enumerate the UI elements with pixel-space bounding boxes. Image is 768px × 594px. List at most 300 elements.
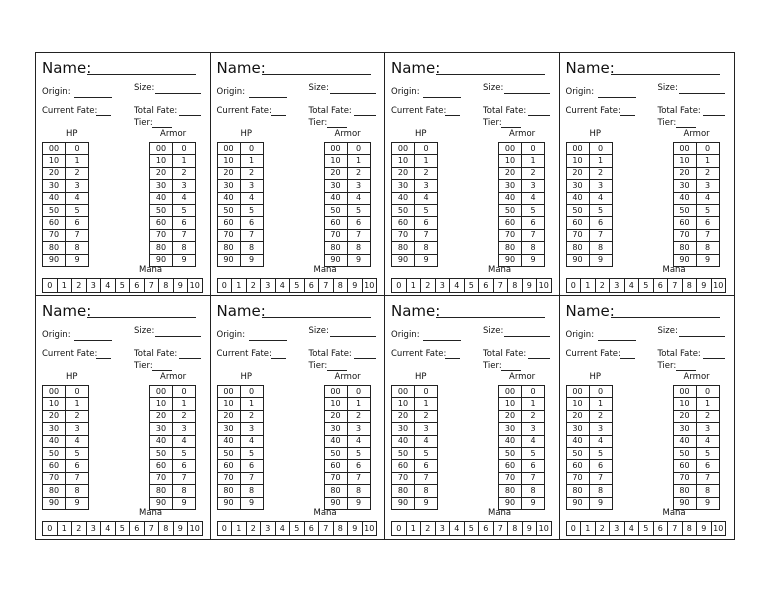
armor-value[interactable]: 70	[150, 472, 173, 484]
mana-cell[interactable]: 2	[421, 279, 436, 293]
hp-value[interactable]: 90	[217, 254, 240, 266]
mana-cell[interactable]: 10	[362, 279, 377, 293]
hp-level[interactable]: 5	[415, 447, 438, 459]
hp-value[interactable]: 00	[566, 143, 589, 155]
hp-value[interactable]: 30	[392, 180, 415, 192]
origin-field[interactable]	[74, 97, 112, 98]
mana-cell[interactable]: 4	[101, 522, 116, 536]
mana-cell[interactable]: 7	[144, 522, 159, 536]
armor-value[interactable]: 10	[499, 155, 522, 167]
hp-value[interactable]: 50	[43, 204, 66, 216]
armor-level[interactable]: 0	[522, 143, 545, 155]
armor-value[interactable]: 30	[150, 423, 173, 435]
origin-field[interactable]	[598, 340, 636, 341]
tier-field[interactable]	[676, 127, 696, 128]
hp-value[interactable]: 10	[43, 398, 66, 410]
mana-cell[interactable]: 1	[57, 522, 72, 536]
armor-value[interactable]: 80	[324, 242, 347, 254]
armor-value[interactable]: 90	[499, 254, 522, 266]
armor-level[interactable]: 8	[696, 485, 719, 497]
hp-value[interactable]: 90	[392, 497, 415, 509]
hp-value[interactable]: 40	[217, 435, 240, 447]
hp-value[interactable]: 10	[392, 398, 415, 410]
armor-value[interactable]: 20	[673, 410, 696, 422]
mana-cell[interactable]: 5	[639, 522, 654, 536]
armor-level[interactable]: 0	[173, 386, 196, 398]
hp-level[interactable]: 6	[66, 460, 89, 472]
armor-level[interactable]: 0	[347, 143, 370, 155]
armor-level[interactable]: 5	[173, 204, 196, 216]
hp-level[interactable]: 3	[240, 423, 263, 435]
hp-level[interactable]: 9	[240, 254, 263, 266]
origin-field[interactable]	[423, 340, 461, 341]
armor-value[interactable]: 80	[673, 242, 696, 254]
hp-value[interactable]: 80	[392, 485, 415, 497]
mana-cell[interactable]: 8	[508, 279, 523, 293]
armor-value[interactable]: 50	[324, 447, 347, 459]
armor-value[interactable]: 10	[150, 155, 173, 167]
hp-level[interactable]: 9	[589, 497, 612, 509]
armor-value[interactable]: 40	[324, 435, 347, 447]
origin-field[interactable]	[249, 340, 287, 341]
mana-cell[interactable]: 9	[348, 522, 363, 536]
hp-level[interactable]: 5	[240, 204, 263, 216]
mana-cell[interactable]: 1	[406, 279, 421, 293]
name-field[interactable]	[436, 317, 545, 318]
armor-level[interactable]: 9	[696, 254, 719, 266]
armor-level[interactable]: 9	[173, 254, 196, 266]
armor-level[interactable]: 3	[696, 180, 719, 192]
hp-level[interactable]: 9	[415, 497, 438, 509]
hp-value[interactable]: 00	[566, 386, 589, 398]
name-field[interactable]	[87, 317, 196, 318]
armor-level[interactable]: 1	[522, 398, 545, 410]
armor-level[interactable]: 3	[173, 180, 196, 192]
hp-level[interactable]: 7	[240, 472, 263, 484]
mana-cell[interactable]: 9	[522, 279, 537, 293]
mana-cell[interactable]: 8	[159, 279, 174, 293]
armor-value[interactable]: 00	[673, 143, 696, 155]
armor-level[interactable]: 1	[696, 155, 719, 167]
mana-cell[interactable]: 1	[232, 522, 247, 536]
armor-value[interactable]: 00	[499, 386, 522, 398]
hp-level[interactable]: 3	[589, 180, 612, 192]
hp-level[interactable]: 4	[589, 192, 612, 204]
armor-value[interactable]: 20	[324, 410, 347, 422]
armor-level[interactable]: 7	[347, 472, 370, 484]
hp-level[interactable]: 6	[415, 217, 438, 229]
armor-level[interactable]: 3	[347, 423, 370, 435]
armor-level[interactable]: 4	[522, 435, 545, 447]
hp-value[interactable]: 30	[217, 180, 240, 192]
hp-value[interactable]: 50	[217, 204, 240, 216]
armor-level[interactable]: 6	[347, 460, 370, 472]
tier-field[interactable]	[676, 370, 696, 371]
armor-level[interactable]: 4	[696, 192, 719, 204]
hp-level[interactable]: 6	[240, 217, 263, 229]
armor-level[interactable]: 8	[696, 242, 719, 254]
hp-value[interactable]: 30	[392, 423, 415, 435]
hp-value[interactable]: 50	[566, 204, 589, 216]
mana-cell[interactable]: 9	[697, 279, 712, 293]
armor-value[interactable]: 10	[324, 398, 347, 410]
mana-cell[interactable]: 9	[348, 279, 363, 293]
armor-level[interactable]: 7	[696, 472, 719, 484]
armor-value[interactable]: 80	[499, 485, 522, 497]
armor-level[interactable]: 2	[522, 410, 545, 422]
armor-level[interactable]: 7	[173, 472, 196, 484]
total-fate-field[interactable]	[354, 358, 376, 359]
mana-cell[interactable]: 10	[537, 522, 552, 536]
armor-level[interactable]: 1	[173, 398, 196, 410]
mana-cell[interactable]: 0	[43, 279, 58, 293]
armor-level[interactable]: 7	[522, 472, 545, 484]
armor-level[interactable]: 3	[522, 423, 545, 435]
armor-value[interactable]: 90	[150, 497, 173, 509]
armor-value[interactable]: 00	[673, 386, 696, 398]
hp-level[interactable]: 8	[240, 485, 263, 497]
armor-value[interactable]: 80	[499, 242, 522, 254]
hp-value[interactable]: 60	[566, 460, 589, 472]
armor-value[interactable]: 90	[324, 497, 347, 509]
hp-value[interactable]: 70	[566, 229, 589, 241]
hp-level[interactable]: 1	[66, 155, 89, 167]
armor-level[interactable]: 7	[173, 229, 196, 241]
hp-level[interactable]: 8	[66, 485, 89, 497]
armor-value[interactable]: 20	[150, 167, 173, 179]
armor-value[interactable]: 10	[673, 398, 696, 410]
armor-level[interactable]: 4	[347, 435, 370, 447]
armor-value[interactable]: 90	[673, 497, 696, 509]
hp-level[interactable]: 1	[415, 155, 438, 167]
armor-value[interactable]: 60	[150, 460, 173, 472]
armor-level[interactable]: 0	[696, 143, 719, 155]
origin-field[interactable]	[423, 97, 461, 98]
mana-cell[interactable]: 4	[624, 522, 639, 536]
hp-level[interactable]: 2	[66, 410, 89, 422]
armor-value[interactable]: 50	[673, 204, 696, 216]
mana-cell[interactable]: 9	[522, 522, 537, 536]
armor-level[interactable]: 4	[522, 192, 545, 204]
hp-value[interactable]: 00	[217, 143, 240, 155]
armor-level[interactable]: 7	[347, 229, 370, 241]
hp-value[interactable]: 90	[43, 254, 66, 266]
hp-level[interactable]: 8	[415, 485, 438, 497]
hp-level[interactable]: 5	[240, 447, 263, 459]
hp-level[interactable]: 5	[415, 204, 438, 216]
armor-value[interactable]: 80	[324, 485, 347, 497]
armor-value[interactable]: 00	[324, 386, 347, 398]
armor-level[interactable]: 5	[696, 447, 719, 459]
hp-value[interactable]: 90	[43, 497, 66, 509]
armor-value[interactable]: 60	[324, 217, 347, 229]
current-fate-field[interactable]	[445, 115, 460, 116]
hp-value[interactable]: 10	[566, 155, 589, 167]
mana-cell[interactable]: 8	[682, 279, 697, 293]
mana-cell[interactable]: 2	[246, 279, 261, 293]
mana-cell[interactable]: 6	[479, 522, 494, 536]
armor-value[interactable]: 50	[673, 447, 696, 459]
hp-value[interactable]: 50	[217, 447, 240, 459]
mana-cell[interactable]: 3	[610, 279, 625, 293]
armor-level[interactable]: 9	[347, 497, 370, 509]
armor-value[interactable]: 70	[673, 472, 696, 484]
armor-value[interactable]: 10	[499, 398, 522, 410]
armor-value[interactable]: 70	[499, 229, 522, 241]
mana-cell[interactable]: 5	[464, 279, 479, 293]
size-field[interactable]	[504, 93, 550, 94]
hp-level[interactable]: 5	[66, 204, 89, 216]
mana-cell[interactable]: 2	[595, 279, 610, 293]
armor-level[interactable]: 9	[173, 497, 196, 509]
hp-value[interactable]: 80	[43, 485, 66, 497]
mana-cell[interactable]: 1	[581, 279, 596, 293]
armor-level[interactable]: 1	[347, 155, 370, 167]
hp-level[interactable]: 1	[240, 155, 263, 167]
name-field[interactable]	[611, 317, 720, 318]
armor-level[interactable]: 1	[696, 398, 719, 410]
mana-cell[interactable]: 4	[101, 279, 116, 293]
armor-level[interactable]: 0	[347, 386, 370, 398]
hp-level[interactable]: 0	[415, 143, 438, 155]
mana-cell[interactable]: 2	[72, 279, 87, 293]
armor-value[interactable]: 70	[673, 229, 696, 241]
hp-value[interactable]: 00	[392, 386, 415, 398]
mana-cell[interactable]: 8	[159, 522, 174, 536]
total-fate-field[interactable]	[703, 358, 725, 359]
armor-level[interactable]: 3	[347, 180, 370, 192]
total-fate-field[interactable]	[354, 115, 376, 116]
hp-value[interactable]: 90	[566, 254, 589, 266]
tier-field[interactable]	[501, 127, 521, 128]
mana-cell[interactable]: 3	[435, 279, 450, 293]
mana-cell[interactable]: 7	[319, 279, 334, 293]
tier-field[interactable]	[501, 370, 521, 371]
armor-value[interactable]: 60	[324, 460, 347, 472]
mana-cell[interactable]: 5	[290, 522, 305, 536]
hp-level[interactable]: 4	[415, 435, 438, 447]
armor-value[interactable]: 70	[324, 472, 347, 484]
armor-value[interactable]: 10	[150, 398, 173, 410]
mana-cell[interactable]: 6	[304, 279, 319, 293]
armor-level[interactable]: 4	[347, 192, 370, 204]
hp-level[interactable]: 1	[240, 398, 263, 410]
mana-cell[interactable]: 8	[333, 522, 348, 536]
armor-level[interactable]: 0	[522, 386, 545, 398]
hp-value[interactable]: 70	[43, 472, 66, 484]
hp-level[interactable]: 0	[589, 143, 612, 155]
tier-field[interactable]	[152, 127, 172, 128]
armor-level[interactable]: 1	[522, 155, 545, 167]
hp-value[interactable]: 00	[43, 143, 66, 155]
mana-cell[interactable]: 2	[595, 522, 610, 536]
hp-level[interactable]: 6	[240, 460, 263, 472]
hp-value[interactable]: 80	[566, 242, 589, 254]
hp-value[interactable]: 30	[217, 423, 240, 435]
name-field[interactable]	[611, 74, 720, 75]
hp-value[interactable]: 40	[43, 435, 66, 447]
hp-value[interactable]: 90	[392, 254, 415, 266]
hp-level[interactable]: 3	[589, 423, 612, 435]
armor-level[interactable]: 4	[173, 435, 196, 447]
current-fate-field[interactable]	[271, 115, 286, 116]
hp-value[interactable]: 20	[43, 410, 66, 422]
armor-level[interactable]: 8	[347, 485, 370, 497]
mana-cell[interactable]: 0	[566, 279, 581, 293]
hp-level[interactable]: 3	[415, 423, 438, 435]
size-field[interactable]	[679, 336, 725, 337]
mana-cell[interactable]: 0	[566, 522, 581, 536]
mana-cell[interactable]: 10	[188, 522, 203, 536]
armor-value[interactable]: 40	[324, 192, 347, 204]
hp-level[interactable]: 3	[66, 180, 89, 192]
armor-level[interactable]: 2	[696, 167, 719, 179]
current-fate-field[interactable]	[96, 358, 111, 359]
size-field[interactable]	[155, 93, 201, 94]
mana-cell[interactable]: 3	[261, 279, 276, 293]
hp-level[interactable]: 7	[240, 229, 263, 241]
mana-cell[interactable]: 3	[86, 279, 101, 293]
armor-level[interactable]: 2	[173, 410, 196, 422]
armor-level[interactable]: 6	[696, 460, 719, 472]
hp-level[interactable]: 6	[589, 460, 612, 472]
hp-level[interactable]: 9	[66, 254, 89, 266]
armor-value[interactable]: 80	[150, 485, 173, 497]
hp-level[interactable]: 4	[66, 192, 89, 204]
armor-value[interactable]: 50	[150, 204, 173, 216]
armor-value[interactable]: 50	[324, 204, 347, 216]
hp-value[interactable]: 70	[217, 472, 240, 484]
hp-value[interactable]: 30	[43, 423, 66, 435]
hp-level[interactable]: 3	[415, 180, 438, 192]
hp-value[interactable]: 10	[217, 398, 240, 410]
hp-value[interactable]: 00	[43, 386, 66, 398]
armor-level[interactable]: 4	[696, 435, 719, 447]
hp-level[interactable]: 2	[240, 410, 263, 422]
hp-level[interactable]: 2	[415, 167, 438, 179]
armor-level[interactable]: 9	[522, 497, 545, 509]
hp-level[interactable]: 0	[589, 386, 612, 398]
mana-cell[interactable]: 0	[217, 279, 232, 293]
hp-level[interactable]: 1	[415, 398, 438, 410]
armor-level[interactable]: 8	[173, 242, 196, 254]
armor-level[interactable]: 2	[696, 410, 719, 422]
armor-level[interactable]: 7	[696, 229, 719, 241]
armor-value[interactable]: 70	[324, 229, 347, 241]
mana-cell[interactable]: 6	[479, 279, 494, 293]
hp-value[interactable]: 80	[392, 242, 415, 254]
mana-cell[interactable]: 4	[624, 279, 639, 293]
armor-level[interactable]: 2	[173, 167, 196, 179]
current-fate-field[interactable]	[445, 358, 460, 359]
armor-value[interactable]: 30	[673, 423, 696, 435]
armor-value[interactable]: 40	[499, 192, 522, 204]
hp-level[interactable]: 6	[415, 460, 438, 472]
hp-level[interactable]: 2	[589, 167, 612, 179]
hp-level[interactable]: 8	[589, 242, 612, 254]
hp-value[interactable]: 20	[392, 167, 415, 179]
hp-value[interactable]: 50	[43, 447, 66, 459]
armor-level[interactable]: 6	[173, 217, 196, 229]
mana-cell[interactable]: 7	[493, 522, 508, 536]
armor-level[interactable]: 8	[347, 242, 370, 254]
mana-cell[interactable]: 10	[711, 522, 726, 536]
armor-value[interactable]: 30	[150, 180, 173, 192]
hp-level[interactable]: 3	[240, 180, 263, 192]
hp-level[interactable]: 8	[66, 242, 89, 254]
armor-value[interactable]: 00	[499, 143, 522, 155]
hp-value[interactable]: 60	[217, 217, 240, 229]
mana-cell[interactable]: 6	[653, 279, 668, 293]
hp-value[interactable]: 60	[43, 460, 66, 472]
armor-value[interactable]: 90	[324, 254, 347, 266]
name-field[interactable]	[87, 74, 196, 75]
armor-value[interactable]: 40	[673, 435, 696, 447]
hp-level[interactable]: 8	[589, 485, 612, 497]
hp-value[interactable]: 10	[392, 155, 415, 167]
mana-cell[interactable]: 0	[392, 522, 407, 536]
hp-value[interactable]: 60	[43, 217, 66, 229]
mana-cell[interactable]: 8	[508, 522, 523, 536]
mana-cell[interactable]: 6	[304, 522, 319, 536]
mana-cell[interactable]: 7	[668, 522, 683, 536]
hp-value[interactable]: 60	[392, 460, 415, 472]
size-field[interactable]	[155, 336, 201, 337]
hp-level[interactable]: 2	[589, 410, 612, 422]
hp-value[interactable]: 40	[566, 192, 589, 204]
armor-level[interactable]: 2	[522, 167, 545, 179]
hp-value[interactable]: 80	[43, 242, 66, 254]
mana-cell[interactable]: 5	[115, 522, 130, 536]
mana-cell[interactable]: 5	[115, 279, 130, 293]
armor-level[interactable]: 4	[173, 192, 196, 204]
size-field[interactable]	[330, 336, 376, 337]
hp-value[interactable]: 80	[217, 242, 240, 254]
armor-level[interactable]: 6	[347, 217, 370, 229]
mana-cell[interactable]: 4	[450, 522, 465, 536]
total-fate-field[interactable]	[179, 358, 201, 359]
hp-level[interactable]: 0	[240, 143, 263, 155]
mana-cell[interactable]: 0	[43, 522, 58, 536]
armor-level[interactable]: 3	[522, 180, 545, 192]
armor-value[interactable]: 40	[499, 435, 522, 447]
hp-value[interactable]: 60	[392, 217, 415, 229]
hp-level[interactable]: 4	[240, 435, 263, 447]
hp-level[interactable]: 0	[415, 386, 438, 398]
armor-value[interactable]: 20	[499, 167, 522, 179]
mana-cell[interactable]: 7	[668, 279, 683, 293]
mana-cell[interactable]: 8	[682, 522, 697, 536]
size-field[interactable]	[330, 93, 376, 94]
mana-cell[interactable]: 0	[392, 279, 407, 293]
armor-value[interactable]: 00	[150, 386, 173, 398]
mana-cell[interactable]: 4	[450, 279, 465, 293]
hp-level[interactable]: 8	[240, 242, 263, 254]
hp-level[interactable]: 7	[66, 229, 89, 241]
armor-value[interactable]: 80	[673, 485, 696, 497]
armor-level[interactable]: 5	[522, 447, 545, 459]
mana-cell[interactable]: 5	[639, 279, 654, 293]
name-field[interactable]	[262, 74, 371, 75]
mana-cell[interactable]: 0	[217, 522, 232, 536]
mana-cell[interactable]: 2	[246, 522, 261, 536]
hp-level[interactable]: 9	[589, 254, 612, 266]
mana-cell[interactable]: 1	[57, 279, 72, 293]
armor-value[interactable]: 50	[499, 447, 522, 459]
armor-level[interactable]: 5	[347, 447, 370, 459]
hp-value[interactable]: 80	[217, 485, 240, 497]
hp-value[interactable]: 90	[566, 497, 589, 509]
